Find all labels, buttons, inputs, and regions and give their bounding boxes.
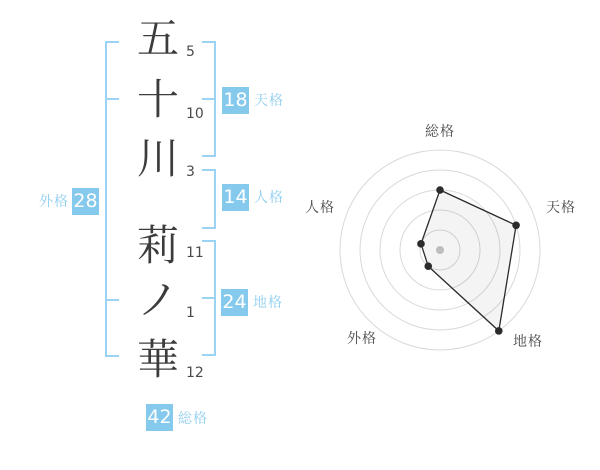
jinkaku-label: 人格 [254, 190, 284, 206]
stroke-count: 3 [186, 164, 195, 180]
stroke-count: 5 [186, 44, 195, 60]
name-character: 川 [136, 134, 179, 183]
name-character: 十 [136, 75, 179, 124]
stroke-count: 11 [186, 245, 204, 261]
soukaku-label: 総格 [178, 411, 208, 427]
radar-label-chikaku: 地格 [513, 334, 543, 350]
name-character: 莉 [136, 221, 179, 270]
radar-label-soukaku: 総格 [425, 124, 455, 140]
radar-label-jinkaku: 人格 [305, 200, 335, 216]
soukaku-value-badge: 42 [146, 404, 173, 431]
jinkaku-value-badge: 14 [222, 184, 249, 211]
gaikaku-label: 外格 [39, 194, 69, 210]
chikaku-label: 地格 [253, 295, 283, 311]
radar-label-tenkaku: 天格 [546, 200, 576, 216]
chikaku-value-badge: 24 [221, 289, 248, 316]
stroke-count: 1 [186, 305, 195, 321]
name-character: 華 [136, 335, 179, 384]
stroke-count: 10 [186, 106, 204, 122]
name-character: ノ [136, 275, 179, 324]
name-character: 五 [136, 14, 179, 63]
tenkaku-label: 天格 [254, 93, 284, 109]
stroke-count: 12 [186, 365, 204, 381]
radar-label-gaikaku: 外格 [347, 331, 377, 347]
tenkaku-value-badge: 18 [222, 87, 249, 114]
gaikaku-value-badge: 28 [72, 188, 99, 215]
